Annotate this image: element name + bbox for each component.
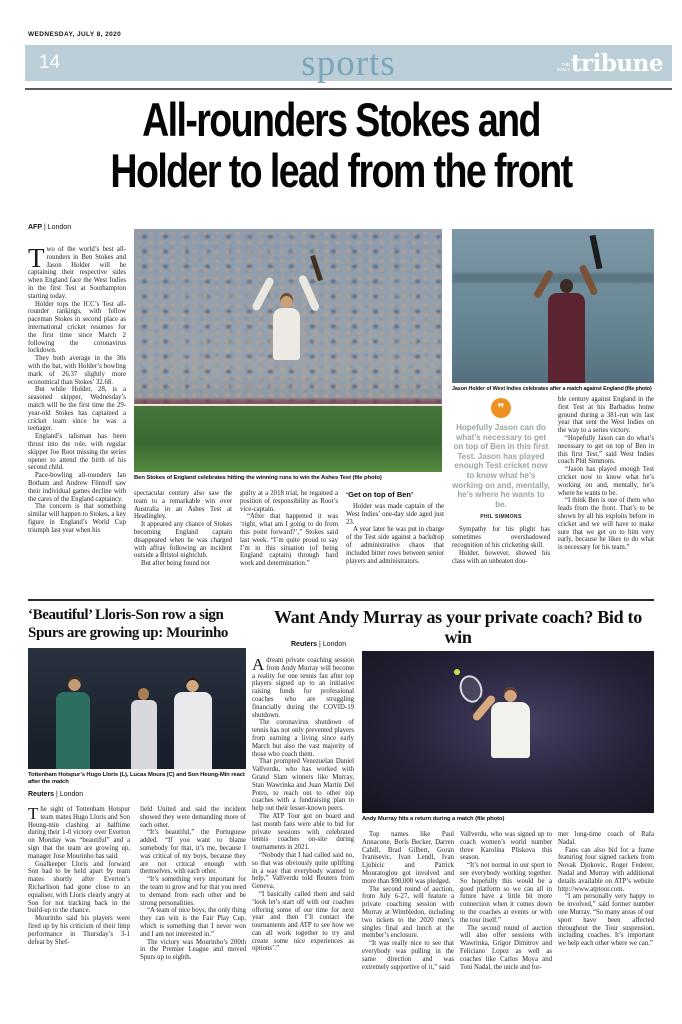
- murray-column-3: [460, 831, 552, 1021]
- paragraph: The second round of auction will also offer sessions with Wawrinka, Grigor Dimitrov and Feliciano Lopez as well as coaches like Carlos Moya and Toni Nadal, the uncle and for-: [460, 924, 552, 971]
- paragraph-text: wo of the world’s best all-rounders in Ben Stokes and Jason Holder will be captaining their respective sides when England face the West Indies in the first Test at Southampton starting today.: [28, 246, 126, 300]
- main-headline: [0, 94, 682, 196]
- main-article-column-4: [346, 490, 444, 598]
- page-date: WEDNESDAY, JULY 8, 2020: [28, 31, 122, 38]
- section-title: sports: [301, 43, 396, 84]
- paragraph: “It’s beautiful,” the Portuguese added. “If you want to blame somebody for that, it’s me, because I was critical of my boys, because they are not critical enough with themselves, with each other.: [140, 829, 246, 876]
- paragraph: A year later he was put in charge of the Test side against a backdrop of administrative chaos that included bitter rows between senior players and administrators.: [346, 526, 444, 565]
- paragraph: “It’s something very important for the team to grow and for that you need to demand from each other and be strong personalities.: [140, 876, 246, 907]
- quote-icon: ❞: [491, 398, 511, 418]
- spurs-photo-caption: Tottenham Hotspur’s Hugo Lloris (L), Lucas Moura (C) and Son Heung-Min react after the match: [28, 772, 245, 785]
- paragraph: spectacular century also saw the team to a remarkable win over Australia in an Ashes Test at Headingley.: [134, 490, 232, 521]
- paragraph: “It was really nice to see that everybody was pulling in the same direction and was extremely supportive of it,” said: [362, 940, 454, 971]
- main-article-column-5: [452, 398, 550, 596]
- photo-shape: [273, 308, 300, 360]
- mourinho-column-2: [140, 806, 246, 1018]
- holder-photo-caption: Jason Holder of West Indies celebrates after a match against England (file photo): [452, 386, 652, 392]
- paragraph: “A team of nice boys, the only thing they can win is the Fair Play Cup, which is something that I never won and I am not interested in.”: [140, 907, 246, 938]
- paragraph: “I basically called them and said ‘look let’s start off with our coaches offering some of our time for next year and then I’ll contact the tournaments and ATP to see how we can all work together to try and create some nice experiences as options’.”: [252, 890, 354, 953]
- paragraph: guilty at a 2018 trial, he regained a position of responsibility as Root’s vice-captain.: [240, 490, 338, 513]
- byline-location: London: [47, 224, 72, 231]
- spurs-photo: [28, 648, 246, 769]
- murray-photo-caption: Andy Murray hits a return during a match (file photo): [362, 816, 505, 822]
- headline-line-1: All-rounders Stokes and: [142, 93, 540, 146]
- byline-divider: |: [43, 224, 46, 231]
- paragraph: It appeared any chance of Stokes becoming England captain disappeared when he was charged with affray following an incident outside a Bristol nightclub.: [134, 521, 232, 560]
- photo-shape: [134, 404, 442, 472]
- stokes-photo: [134, 229, 442, 472]
- byline-agency: Reuters: [291, 641, 318, 648]
- paragraph: That prompted Venezuelan Daniel Vallverdu, who has worked with Grand Slam winners like Murray, Stan Wawrinka and Juan Martin Del Potro, to reach out to other top coaches with a fundraising plan to help out their lesser-known peers.: [252, 758, 354, 813]
- photo-shape: [560, 279, 573, 293]
- paragraph-text: dream private coaching session from Andy Murray will become a reality for one tennis fan after top players signed up to an initiative raising funds for professional coaches who are struggling financially during the COVID-19 shutdown.: [252, 657, 354, 719]
- paragraph: Mourinho said his players were fired up by his criticism of their limp performance in Thursday’s 3-1 defeat by Shef-: [28, 915, 130, 946]
- paragraph: “After that happened it was ‘right, what am I going to do from this point forward?’,” Stokes said last week. “I’m quite proud to say I’m in this situation (of being England captain) through hard work and determination.”: [240, 513, 338, 568]
- drop-cap: T: [28, 806, 39, 823]
- paragraph: England’s talisman has been thrust into the role, with regular skipper Joe Root missing the series opener to attend the birth of his second child.: [28, 433, 126, 472]
- main-article-column-3: [240, 490, 338, 598]
- masthead-daily: DAILY: [556, 66, 570, 72]
- masthead: [556, 50, 663, 77]
- murray-photo: [362, 651, 654, 813]
- murray-column-1: [252, 657, 354, 1017]
- main-article-column-2: [134, 490, 232, 598]
- subhead-get-on-top-of-ben: ‘Get on top of Ben’: [346, 490, 414, 499]
- byline-location: London: [59, 791, 84, 798]
- paragraph: “Hopefully Jason can do what’s necessary to get on top of Ben in this first Test,” said West Indies coach Phil Simmons.: [558, 434, 654, 466]
- mourinho-headline: [28, 606, 250, 642]
- photo-shape: [138, 688, 149, 700]
- headline-line-2: Holder to lead from the front: [110, 144, 572, 197]
- paragraph: [28, 246, 126, 301]
- paragraph: Vallverdu, who was signed up to coach women’s world number three Karolina Pliskova this season.: [460, 831, 552, 862]
- paragraph: Holder was made captain of the West Indies’ one-day side aged just 23.: [346, 503, 444, 526]
- photo-shape: [56, 692, 90, 769]
- photo-shape: [491, 702, 530, 758]
- drop-cap: T: [28, 246, 45, 273]
- paragraph: Holder, however, showed his class with an unbeaten dou-: [452, 549, 550, 565]
- page-number: 14: [39, 52, 61, 73]
- paragraph: Sympathy for his plight has sometimes overshadowed recognition of his cricketing skill.: [452, 526, 550, 549]
- header-rule: [25, 88, 672, 90]
- byline-agency: Reuters: [28, 791, 55, 798]
- main-article-column-6: [558, 396, 654, 598]
- photo-shape: [131, 700, 157, 769]
- photo-shape: [590, 235, 603, 270]
- photo-shape: [504, 687, 517, 702]
- paragraph: “I think Ben is one of them who leads from the front. That’s to be shown by all his exploits before in cricket and we will have to make sure that we get on to him very early, because he likes to do what is necessary for his team.”: [558, 497, 654, 552]
- photo-shape: [68, 676, 81, 691]
- paragraph: But after being found not: [141, 560, 210, 568]
- stokes-photo-caption: Ben Stokes of England celebrates hitting the winning runs to win the Ashes Test (file photo): [134, 475, 382, 481]
- pull-quote-text: Hopefully Jason can do what’s necessary to get on top of Ben in this first Test. Jason has played enough Test cricket now to know what he’s working on and, mentally, he’s where he wants to be.: [452, 423, 550, 509]
- holder-photo: [452, 229, 654, 383]
- byline-agency: AFP: [28, 224, 42, 231]
- byline-location: London: [322, 641, 347, 648]
- pull-quote-attribution: PHIL SIMMONS: [480, 514, 522, 521]
- paragraph: The victory was Mourinho’s 200th in the Premier League and moved Spurs up to eighth.: [140, 938, 246, 962]
- paragraph: mer long-time coach of Rafa Nadal.: [558, 831, 654, 846]
- photo-shape: [186, 677, 199, 692]
- paragraph: The second round of auction, from July 6-27, will feature a private coaching session with Murray at Wimbledon, including two tickets to the 2020 men’s singles final and lunch at the member’s enclosure.: [362, 885, 454, 940]
- paragraph: field United and said the incident showed they were demanding more of each other.: [140, 806, 246, 829]
- byline-divider: |: [319, 641, 321, 648]
- drop-cap: A: [252, 657, 265, 674]
- paragraph: “I am personally very happy to be involved,” said former number one Murray. “So many areas of our sport have been affected throughout the Tour suspension, including coaches. It’s important we help each other where we can.”: [558, 893, 654, 948]
- paragraph: “Jason has played enough Test cricket now to know what he’s working on and, mentally, he’s where he wants to be.: [558, 466, 654, 497]
- paragraph: They both average in the 30s with the bat, with Holder’s bowling mark of 26.37 slightly more economical than Stokes’ 32.68.: [28, 355, 126, 386]
- masthead-the: THE: [560, 62, 570, 67]
- murray-headline: Want Andy Murray as your private coach? Bid to win: [274, 607, 642, 647]
- byline-mourinho: [28, 791, 83, 798]
- byline-divider: |: [56, 791, 58, 798]
- byline-main: [28, 224, 71, 231]
- mourinho-headline-line-2: Spurs are growing up: Mourinho: [28, 625, 228, 641]
- murray-column-2: [362, 831, 454, 1021]
- section-divider: [28, 599, 654, 601]
- paragraph-text: he sight of Tottenham Hotspur team mates Hugo Lloris and Son Heung-min clashing at halftime during their 1-0 victory over Everton on Monday was “beautiful” and a sign that the team are growing up, manager Jose Mourinho has said.: [28, 806, 130, 860]
- paragraph: But while Holder, 28, is a seasoned skipper, Wednesday’s match will be the first time the 29-year-old Stokes has captained a cricket team since he was a teenager.: [28, 386, 126, 433]
- paragraph: [252, 657, 354, 719]
- photo-shape: [174, 692, 212, 769]
- masthead-title: tribune: [570, 50, 663, 77]
- paragraph: “Nobody that I had called said no, so that was obviously quite uplifting in a way that everybody wanted to help,” Vallverdu told Reuters from Geneva.: [252, 851, 354, 891]
- paragraph: Top names like Paul Annacone, Boris Becker, Darren Cahill, Brad Gilbert, Goran Ivanisevic, Ivan Lendl, Ivan Ljubicic and Patrick Mouratoglou got involved and more than $90,000 was pledged.: [362, 831, 454, 885]
- paragraph: [28, 806, 130, 861]
- paragraph: The ATP Tour got on board and last month fans were able to bid for private sessions with celebrated tennis coaches on-site during tournaments in 2021.: [252, 812, 354, 852]
- mourinho-column-1: [28, 806, 130, 1018]
- paragraph: ble century against England in the first Test at his Barbados home ground during a 381-run win last year that sent the West Indies on the way to a series victory.: [558, 396, 654, 435]
- paragraph: The coronavirus shutdown of tennis has not only prevented players from earning a living since early March but also the vast majority of those who coach them.: [252, 719, 354, 758]
- paragraph: Goalkeeper Lloris and forward Son had to be held apart by team mates shortly after Everton’s Richarlison had gone close to an equaliser, with Lloris clearly angry at Son for not tracking back in the build-up to the chance.: [28, 860, 130, 915]
- main-article-column-1: [28, 246, 126, 594]
- section-header-bar: [25, 43, 672, 84]
- paragraph: “It’s not normal in our sport to see everybody working together. So hopefully this would be a good platform so we can all in future have a little bit more connection when it comes down to the coaches at events or with the tour itself.”: [460, 862, 552, 924]
- mourinho-headline-line-1: ‘Beautiful’ Lloris-Son row a sign: [28, 607, 224, 623]
- photo-shape: [280, 293, 293, 308]
- photo-shape: [454, 669, 460, 675]
- pull-quote: [452, 398, 550, 520]
- paragraph: The concern is that something similar will happen to Stokes, a key figure in England’s World Cup triumph last year when his: [28, 503, 126, 534]
- byline-murray: [291, 641, 346, 648]
- paragraph: Holder tops the ICC’s Test all-rounder rankings, with fellow paceman Stokes in second place as international cricket resumes for the first time since March 2 following the coronavirus lockdown.: [28, 300, 126, 355]
- paragraph: Pace-bowling all-rounders Ian Botham and Andrew Flintoff saw their individual games decline with the cares of the England captaincy.: [28, 472, 126, 503]
- murray-column-4: [558, 831, 654, 1021]
- paragraph: Fans can also bid for a frame featuring four signed rackets from Novak Djokovic, Roger Federer, Nadal and Murray with additional details available on ATP’s website http://www.atptour.com.: [558, 846, 654, 893]
- masthead-the-daily: [557, 63, 570, 72]
- photo-shape: [548, 293, 585, 383]
